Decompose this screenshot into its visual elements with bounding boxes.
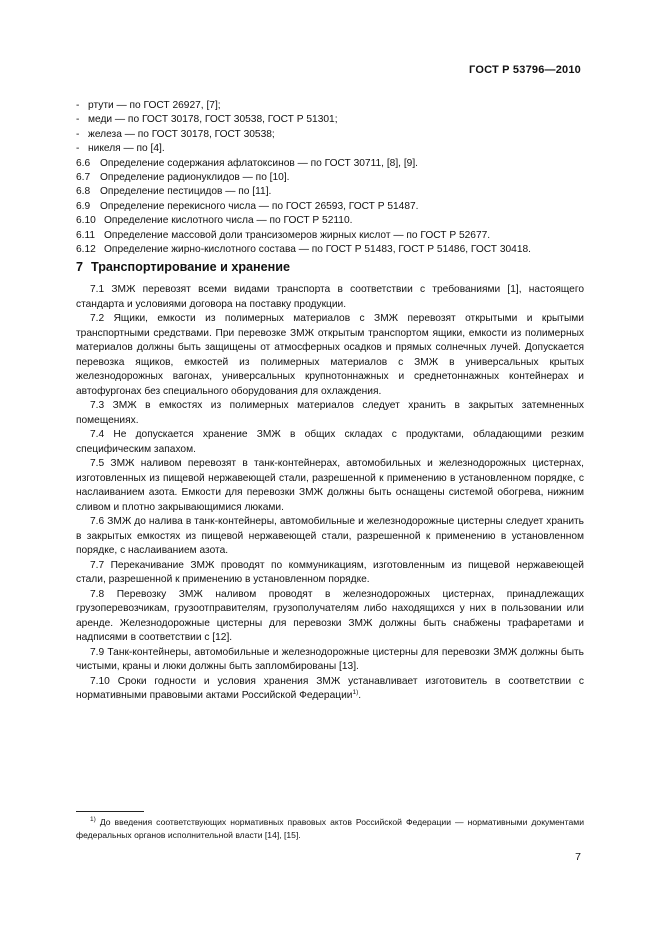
paragraph: 7.9 Танк-контейнеры, автомобильные и железнодорожные цистерны для перевозки ЗМЖ должны быть чистыми, краны и люки должны быть запломбированы [13]. [76,646,584,672]
section-heading [76,260,290,274]
list-item: - меди — по ГОСТ 30178, ГОСТ 30538, ГОСТ Р 51301; [76,114,338,126]
list-item: 6.7 Определение радионуклидов — по [10]. [76,172,290,184]
list-item: 6.12 Определение жирно-кислотного состава — по ГОСТ Р 51483, ГОСТ Р 51486, ГОСТ 30418. [76,244,532,256]
test-methods-list [76,99,586,257]
footnote-divider [76,811,144,812]
paragraph: 7.5 ЗМЖ наливом перевозят в танк-контейнерах, автомобильных и железнодорожных цистернах, изготовленных из пищевой нержавеющей стали, разрешенной к применению в установленном порядке, с наслаиванием азота. Емкости для перевозки ЗМЖ должны быть оснащены системой обогрева, нижним сливом и плотно закрывающимися люками. [76,458,584,513]
paragraph: 7.2 Ящики, емкости из полимерных материалов с ЗМЖ перевозят открытыми и крытыми транспортными средствами. При перевозке ЗМЖ открытым транспортом ящики, емкости из полимерных материалов должны быть защищены от атмосферных осадков и прямых солнечных лучей. Допускается перевозка ящиков, емкостей из полимерных материалов с ЗМЖ в универсальных крытых железнодорожных вагонах, универсальных крупнотоннажных и среднетоннажных контейнерах и автофургонах без специального оборудования для охлаждения. [76,313,584,397]
list-item: - ртути — по ГОСТ 26927, [7]; [76,100,221,111]
page-number: 7 [575,851,581,863]
paragraph: 7.1 ЗМЖ перевозят всеми видами транспорта в соответствии с требованиями [1], настоящего стандарта и условиями договора на поставку продукции. [76,284,584,310]
footnote [76,816,584,841]
list-item: 6.9 Определение перекисного числа — по ГОСТ 26593, ГОСТ Р 51487. [76,200,419,212]
paragraph: 7.8 Перевозку ЗМЖ наливом проводят в железнодорожных цистернах, принадлежащих грузоперевозчикам, грузоотправителям, грузополучателям либо находящихся у них в пользовании или аренде. Железнодорожные цистерны для перевозки ЗМЖ должны быть снабжены трафаретами и надписями в соответствии с [12]. [76,588,584,643]
paragraph: 7.6 ЗМЖ до налива в танк-контейнеры, автомобильные и железнодорожные цистерны следует хранить в закрытых емкостях из пищевой нержавеющей стали, разрешенной к применению в установленном порядке, с наслаиванием азота. [76,516,584,556]
footnote-text: До введения соответствующих нормативных правовых актов Российской Федерации — нормативными документами федеральных органов исполнительной власти [14], [15]. [76,817,585,840]
paragraph: 7.10 Сроки годности и условия хранения ЗМЖ устанавливает изготовитель в соответствии с нормативными правовыми актами Российской Федерации$^{1)}$. [76,675,584,701]
list-item: - железа — по ГОСТ 30178, ГОСТ 30538; [76,128,275,140]
list-item: 6.11 Определение массовой доли трансизомеров жирных кислот — по ГОСТ Р 52677. [76,229,491,241]
list-item: 6.10 Определение кислотного числа — по ГОСТ Р 52110. [76,215,353,227]
paragraph: 7.7 Перекачивание ЗМЖ проводят по коммуникациям, изготовленным из пищевой нержавеющей стали, разрешенной к применению в установленном порядке. [76,559,584,585]
footnote-reference: 1) [352,689,359,696]
section-number: 7 [76,260,84,274]
paragraph: 7.4 Не допускается хранение ЗМЖ в общих складах с продуктами, обладающими резким специфическим запахом. [76,429,584,455]
paragraph: 7.3 ЗМЖ в емкостях из полимерных материалов следует хранить в закрытых затемненных помещениях. [76,400,584,426]
footnote-marker: 1) [90,816,96,823]
section-body [76,283,584,704]
document-code-header: ГОСТ Р 53796—2010 [469,64,581,76]
list-item: 6.8 Определение пестицидов — по [11]. [76,186,272,198]
section-title: Транспортирование и хранение [91,260,290,274]
list-item: - никеля — по [4]. [76,143,165,155]
list-item: 6.6 Определение содержания афлатоксинов — по ГОСТ 30711, [8], [9]. [76,157,418,169]
